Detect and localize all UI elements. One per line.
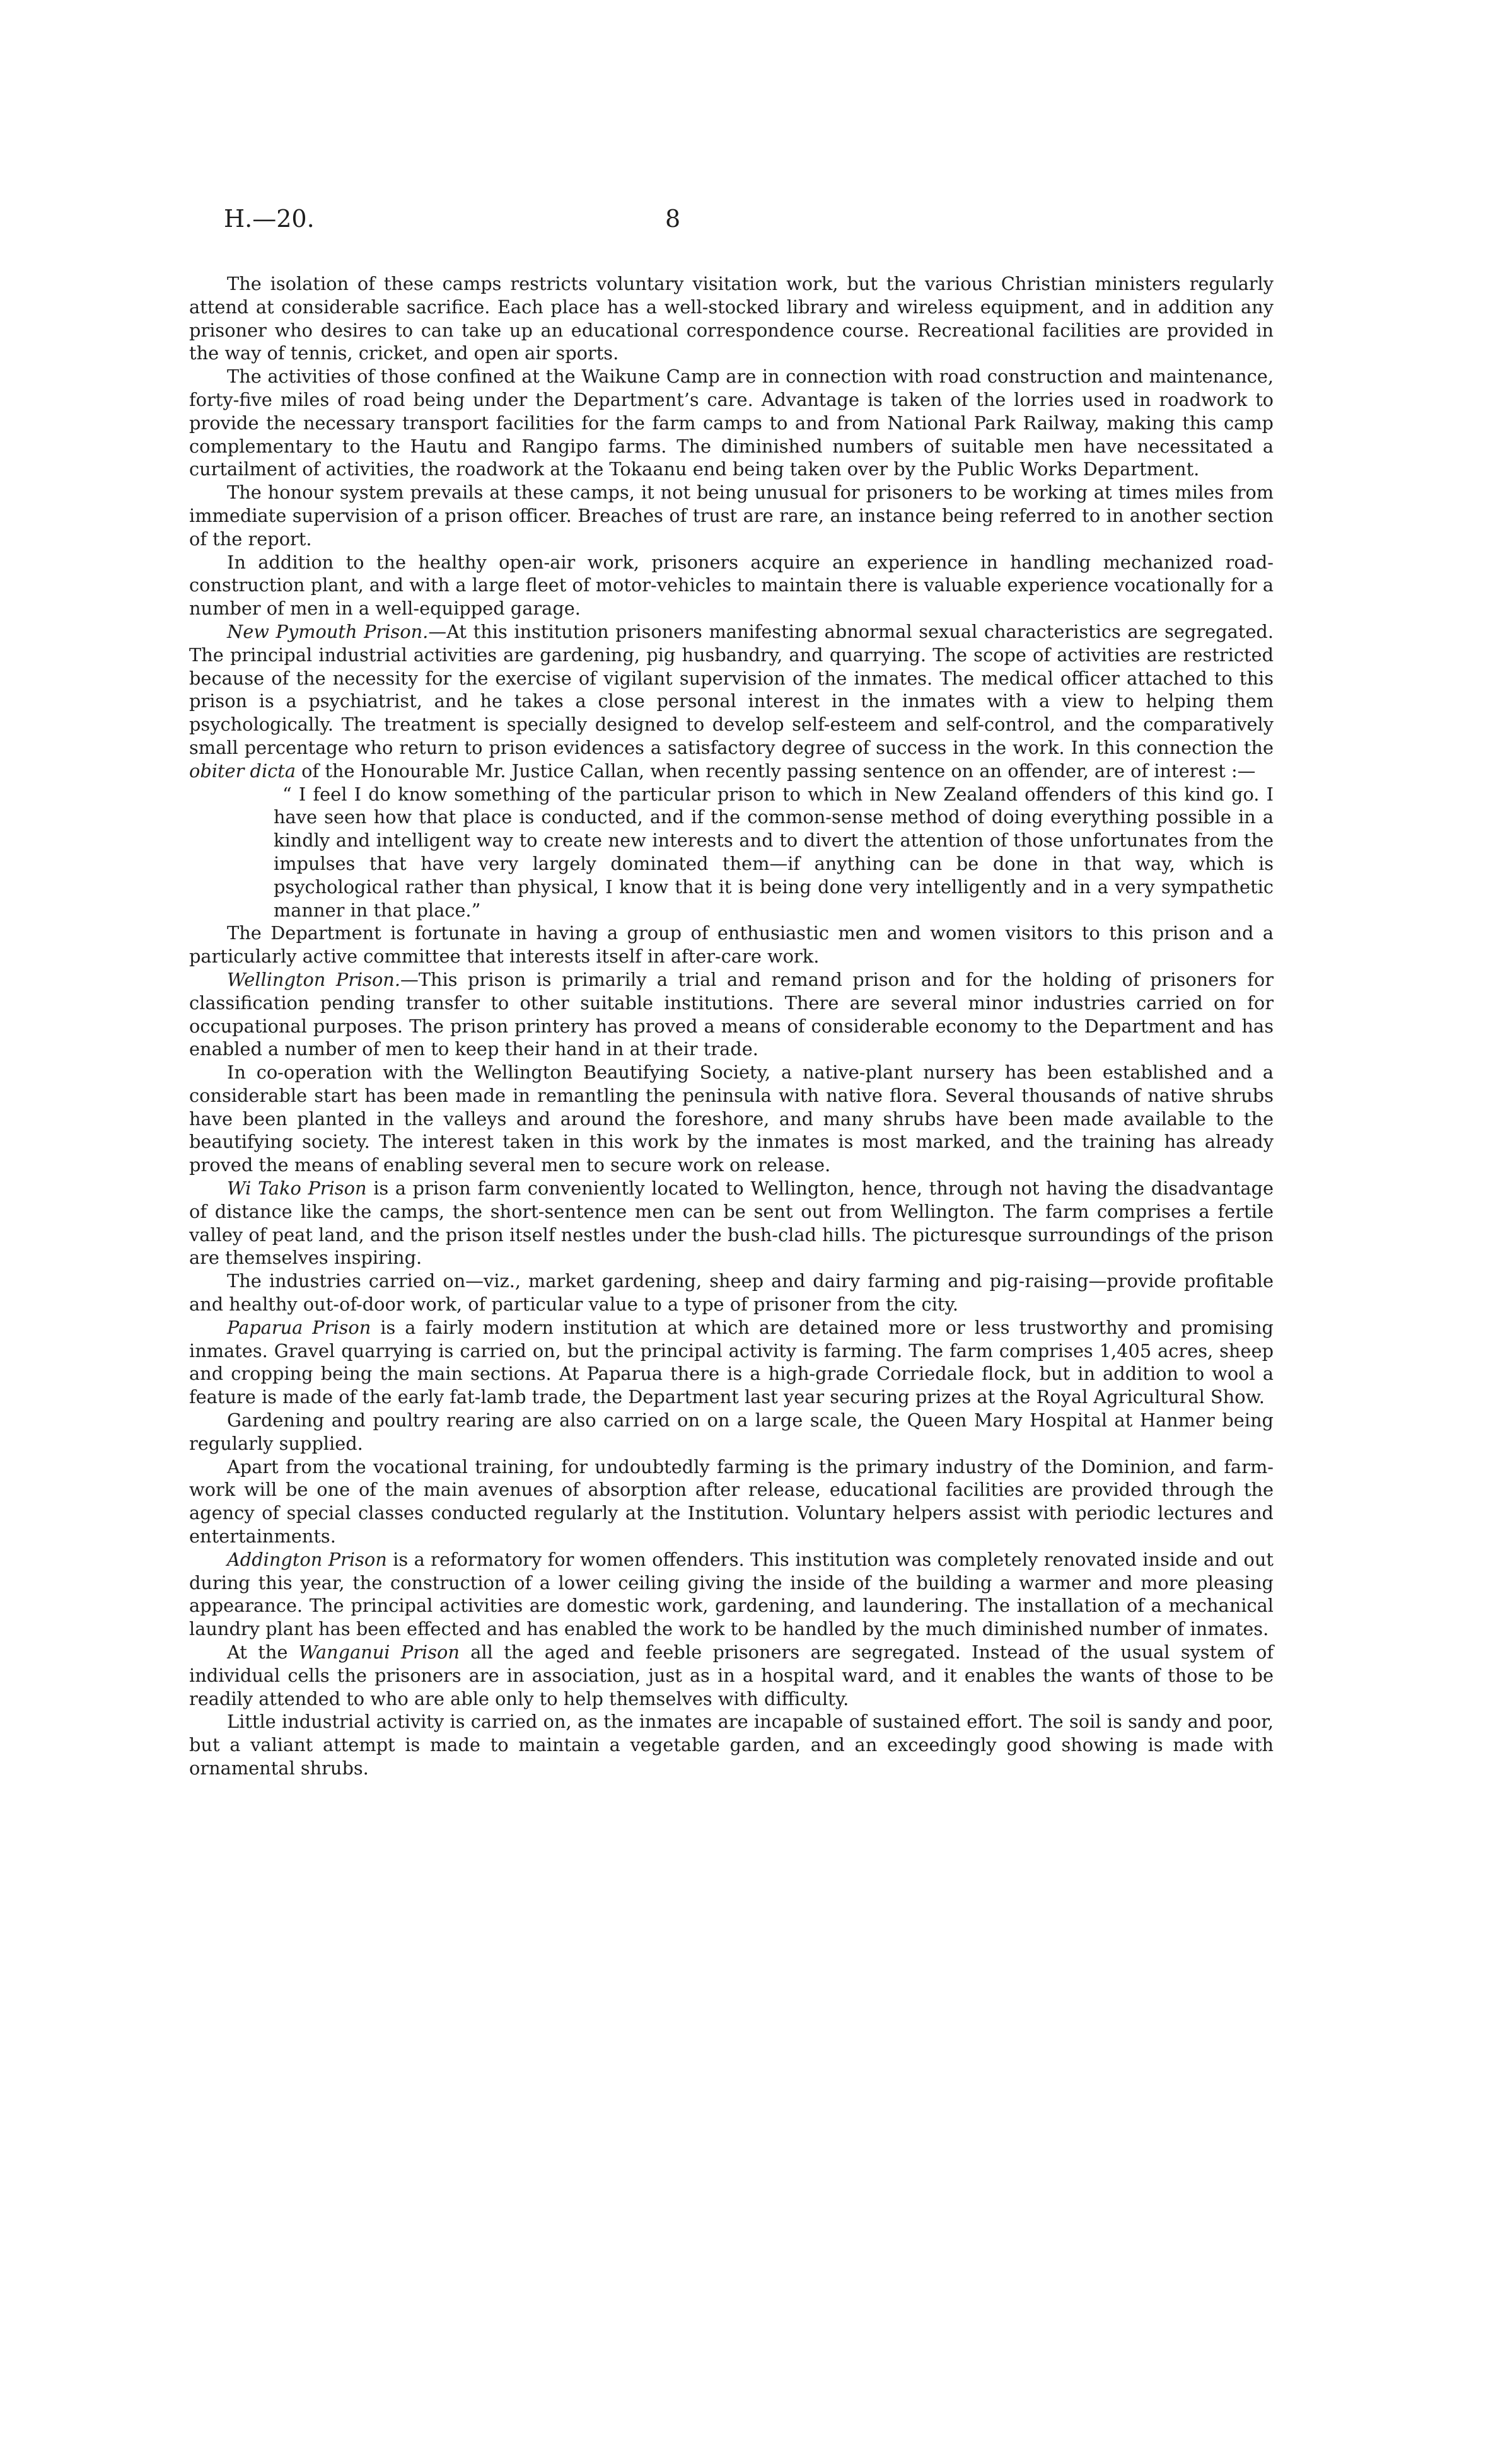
paragraph [189,1409,1274,1455]
paragraph-text: is a reformatory for women offenders. This institution was completely renovated inside and out during this year, the construction of a lower ceiling giving the inside of the building a warmer and more pleasing appearance. The principal activities are domestic work, gardening, and laundering. The installation of a mechanical laundry plant has been effected and has enabled the work to be handled by the much diminished number of inmates. [189,1548,1274,1640]
paragraph [189,1455,1274,1548]
paragraph-text: is a prison farm conveniently located to Wellington, hence, through not having the disadvantage of distance like the camps, the short-sentence men can be sent out from Wellington. The farm comprises a fertile valley of peat land, and the prison itself nestles under the bush-clad hills. The picturesque surroundings of the prison are themselves inspiring. [189,1177,1274,1269]
page-header [224,205,1275,243]
paragraph [189,272,1274,365]
paragraph-text: of the Honourable Mr. Justice Callan, when recently passing sentence on an offender, are of interest :— [296,760,1256,782]
paragraph-wanganui-prison [189,1641,1274,1710]
section-lead-addington: Addington Prison [227,1548,387,1570]
paragraph-text: The activities of those confined at the Waikune Camp are in connection with road construction and maintenance, forty-five miles of road being under the Department’s care. Advantage is taken of the lorries used in roadwork to provide the necessary transport facilities for the farm camps to and from National Park Railway, making this camp complementary to the Hautu and Rangipo farms. The diminished numbers of suitable men have necessitated a curtailment of activities, the roadwork at the Tokaanu end being taken over by the Public Works Department. [189,366,1274,480]
paragraph-text: Little industrial activity is carried on, as the inmates are incapable of sustained effort. The soil is sandy and poor, but a valiant attempt is made to maintain a vegetable garden, and an exceedingly good showing is made with ornamental shrubs. [189,1711,1274,1779]
paragraph-text: is a fairly modern institution at which are detained more or less trustworthy and promising inmates. Gravel quarrying is carried on, but the principal activity is farming. The farm comprises 1,405 acres, sheep and cropping being the main sections. At Paparua there is a high-grade Corriedale flock, but in addition to wool a feature is made of the early fat-lamb trade, the Department last year securing prizes at the Royal Agricultural Show. [189,1316,1274,1408]
quote-text: “ I feel I do know something of the particular prison to which in New Zealand offenders of this kind go. I have seen how that place is conducted, and if the common-sense method of doing everything possible in a kindly and intelligent way to create new interests and to divert the attention of those unfortunates from the impulses that have very largely dominated them—if anything can be done in that way, which is psychological rather than physical, I know that it is being done very intelligently and in a very sympathetic manner in that place.” [274,783,1274,921]
document-reference: H.—20. [224,205,315,233]
body-text [189,272,1274,1780]
paragraph-wellington-prison [189,968,1274,1061]
paragraph [189,1710,1274,1779]
block-quote [274,783,1274,922]
section-lead-wanganui: Wanganui Prison [298,1641,460,1663]
paragraph [189,922,1274,968]
section-lead-wellington: Wellington Prison. [227,968,401,990]
paragraph-text: In co-operation with the Wellington Beautifying Society, a native-plant nursery has been established and a considerable start has been made in remantling the peninsula with native flora. Several thousands of native shrubs have been planted in the valleys and around the foreshore, and many shrubs have been made available to the beautifying society. The interest taken in this work by the inmates is most marked, and the training has already proved the means of enabling several men to secure work on release. [189,1061,1274,1176]
paragraph-text: —At this institution prisoners manifesting abnormal sexual characteristics are segregated. The principal industrial activities are gardening, pig husbandry, and quarrying. The scope of activities are restricted because of the necessity for the exercise of vigilant supervision of the inmates. The medical officer attached to this prison is a psychiatrist, and he takes a close personal interest in the inmates with a view to helping them psychologically. The treatment is specially designed to develop self-esteem and self-control, and the comparatively small percentage who return to prison evidences a satisfactory degree of success in the work. In this connection the [189,620,1274,758]
paragraph-text: —This prison is primarily a trial and remand prison and for the holding of prisoners for classification pending transfer to other suitable institutions. There are several minor industries carried on for occupational purposes. The prison printery has proved a means of considerable economy to the Department and has enabled a number of men to keep their hand in at their trade. [189,968,1274,1060]
paragraph-paparua-prison [189,1316,1274,1409]
paragraph-wi-tako-prison [189,1177,1274,1270]
paragraph-text: Gardening and poultry rearing are also carried on on a large scale, the Queen Mary Hospital at Hanmer being regularly supplied. [189,1409,1274,1454]
paragraph-text: The honour system prevails at these camps, it not being unusual for prisoners to be working at times miles from immediate supervision of a prison officer. Breaches of trust are rare, an instance being referred to in another section of the report. [189,482,1274,550]
paragraph-text: all the aged and feeble prisoners are segregated. Instead of the usual system of individual cells the prisoners are in association, just as in a hospital ward, and it enables the wants of those to be readily attended to who are able only to help themselves with difficulty. [189,1641,1274,1709]
section-lead-wi-tako: Wi Tako Prison [227,1177,367,1200]
paragraph-text: The isolation of these camps restricts voluntary visitation work, but the various Christian ministers regularly attend at considerable sacrifice. Each place has a well-stocked library and wireless equipment, and in addition any prisoner who desires to can take up an educational correspondence course. Recreational facilities are provided in the way of tennis, cricket, and open air sports. [189,273,1274,364]
paragraph [189,551,1274,620]
paragraph [189,1061,1274,1177]
paragraph [189,1270,1274,1316]
page-number: 8 [665,205,681,233]
section-lead-paparua: Paparua Prison [227,1316,371,1338]
paragraph-prefix: At the [227,1641,299,1663]
paragraph-new-plymouth-prison [189,620,1274,783]
paragraph-text: In addition to the healthy open-air work, prisoners acquire an experience in handling mechanized road-construction plant, and with a large fleet of motor-vehicles to maintain there is valuable experience vocationally for a number of men in a well-equipped garage. [189,551,1274,620]
paragraph-addington-prison [189,1548,1274,1641]
section-lead-new-plymouth: New Pymouth Prison. [227,620,429,642]
paragraph [189,481,1274,550]
paragraph-text: The industries carried on—viz., market gardening, sheep and dairy farming and pig-raising—provide profitable and healthy out-of-door work, of particular value to a type of prisoner from the city. [189,1270,1274,1316]
paragraph-text: The Department is fortunate in having a group of enthusiastic men and women visitors to this prison and a particularly active committee that interests itself in after-care work. [189,922,1274,968]
paragraph-text: Apart from the vocational training, for undoubtedly farming is the primary industry of the Dominion, and farm-work will be one of the main avenues of absorption after release, educational facilities are provided through the agency of special classes conducted regularly at the Institution. Voluntary helpers assist with periodic lectures and entertainments. [189,1455,1274,1547]
paragraph [189,365,1274,481]
latin-phrase: obiter dicta [189,760,296,782]
